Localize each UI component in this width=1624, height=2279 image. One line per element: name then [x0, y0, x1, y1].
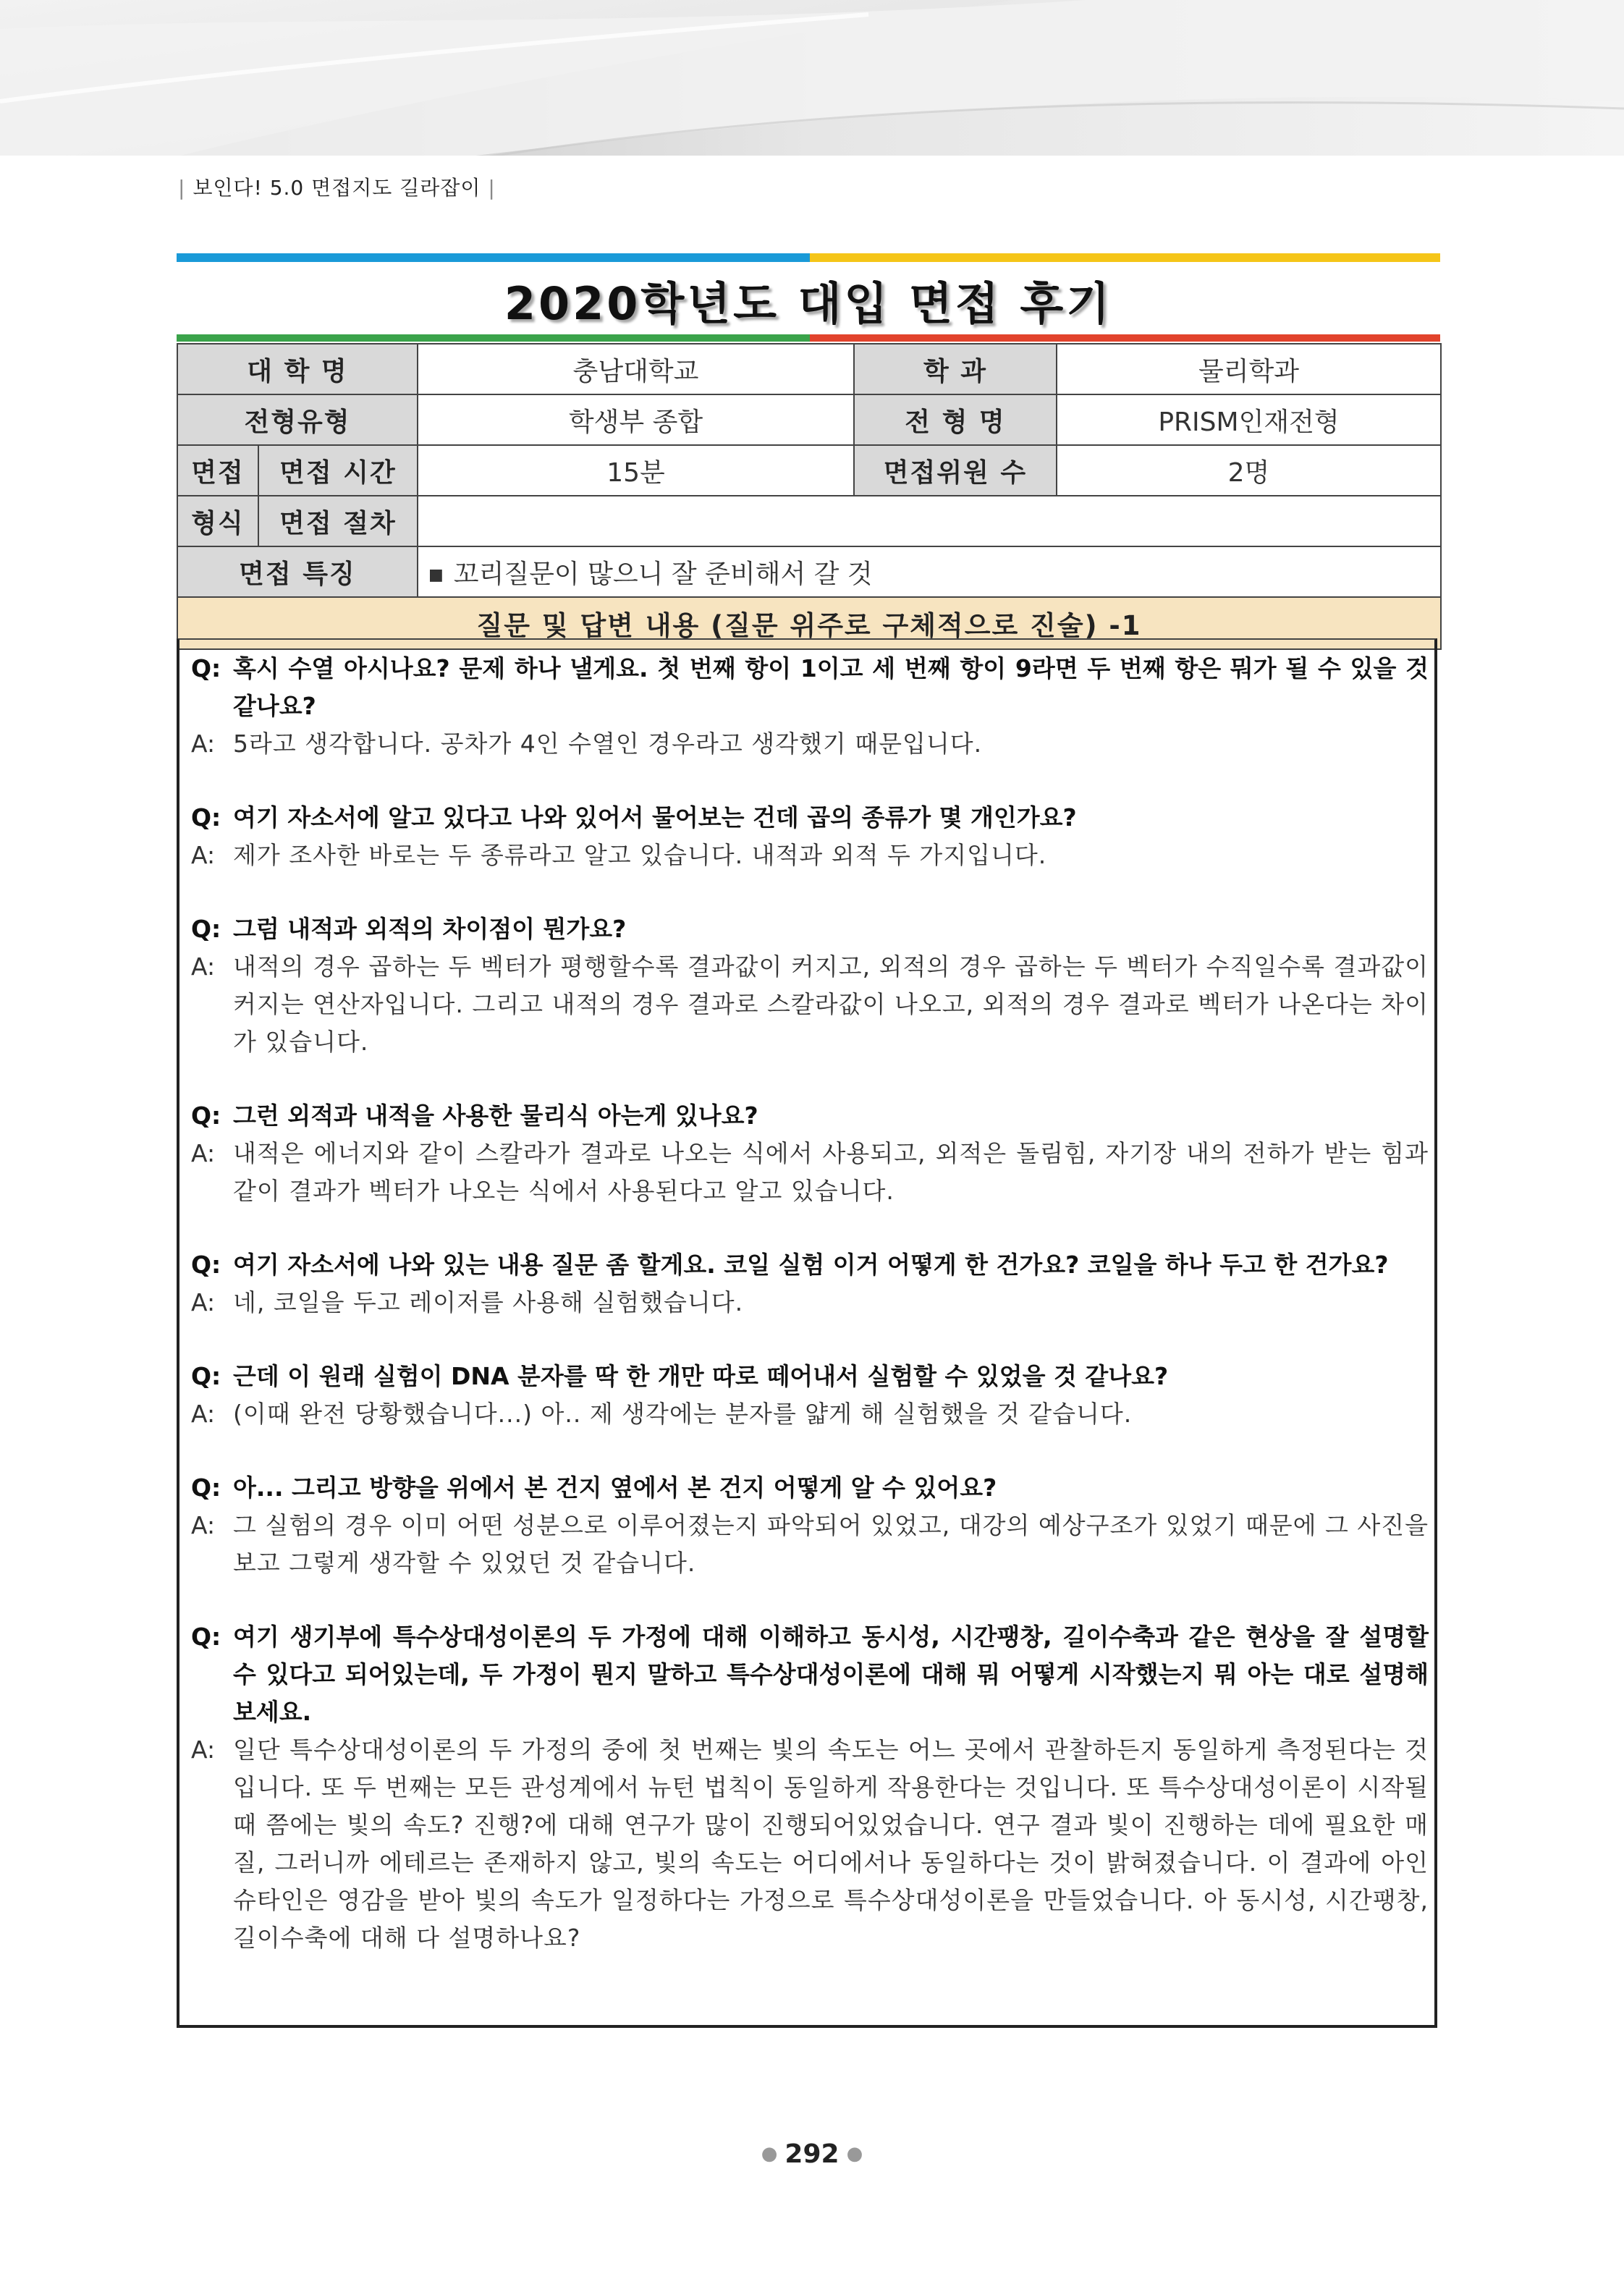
- question: [191, 1246, 1429, 1284]
- title-color-rule: [177, 334, 1440, 342]
- question: [191, 650, 1429, 725]
- procedure-label: 면접 절차: [258, 496, 418, 546]
- qa-item: [191, 1618, 1429, 1957]
- admission-type-value: 학생부 종합: [418, 394, 854, 445]
- admission-type-label: 전형유형: [177, 394, 418, 445]
- question-mark: Q:: [191, 1102, 221, 1130]
- table-row: [177, 496, 1441, 546]
- page-number-text: 292: [784, 2139, 840, 2169]
- feature-cell: [418, 546, 1441, 597]
- interviewers-value: 2명: [1057, 445, 1441, 496]
- question-mark: Q:: [191, 915, 221, 943]
- answer-text: 내적의 경우 곱하는 두 벡터가 평행할수록 결과값이 커지고, 외적의 경우 곱하는 두 벡터가 수직일수록 결과값이 커지는 연산자입니다. 그리고 내적의 경우 결과로 스칼라값이 나오고, 외적의 경우 결과로 벡터가 나온다는 차이가 있습니다.: [233, 952, 1429, 1056]
- rule-blue: [177, 253, 810, 262]
- answer: [191, 837, 1429, 874]
- answer-text: 5라고 생각합니다. 공차가 4인 수열인 경우라고 생각했기 때문입니다.: [233, 730, 983, 758]
- question: [191, 1358, 1429, 1395]
- question-mark: Q:: [191, 1473, 221, 1502]
- department-label: 학 과: [854, 344, 1057, 394]
- interview-info-table: [177, 343, 1442, 650]
- question-text: 여기 자소서에 알고 있다고 나와 있어서 물어보는 건데 곱의 종류가 몇 개인가요?: [233, 803, 1077, 832]
- qa-item: [191, 1358, 1429, 1433]
- page-number: [0, 2139, 1624, 2169]
- answer-text: 그 실험의 경우 이미 어떤 성분으로 이루어졌는지 파악되어 있었고, 대강의 예상구조가 있었기 때문에 그 사진을 보고 그렇게 생각할 수 있었던 것 같습니다.: [233, 1511, 1429, 1577]
- question-text: 여기 자소서에 나와 있는 내용 질문 좀 할게요. 코일 실험 이거 어떻게 한 건가요? 코일을 하나 두고 한 건가요?: [233, 1251, 1389, 1279]
- university-label: 대 학 명: [177, 344, 418, 394]
- dot-icon: ●: [846, 2143, 863, 2165]
- table-row: [177, 546, 1441, 597]
- answer-mark: A:: [191, 1511, 216, 1539]
- qa-item: [191, 799, 1429, 874]
- square-bullet-icon: ■: [428, 565, 444, 584]
- question-text: 그럼 내적과 외적의 차이점이 뭔가요?: [233, 915, 627, 943]
- question-text: 여기 생기부에 특수상대성이론의 두 가정에 대해 이해하고 동시성, 시간팽창, 길이수축과 같은 현상을 잘 설명할 수 있다고 되어있는데, 두 가정이 뭔지 말하고 특수상대성이론에 대해 뭐 어떻게 시작했는지 뭐 아는 대로 설명해 보세요.: [233, 1623, 1429, 1726]
- qa-item: [191, 1246, 1429, 1322]
- qa-item: [191, 910, 1429, 1061]
- time-label: 면접 시간: [258, 445, 418, 496]
- answer-text: 내적은 에너지와 같이 스칼라가 결과로 나오는 식에서 사용되고, 외적은 돌림힘, 자기장 내의 전하가 받는 힘과 같이 결과가 벡터가 나오는 식에서 사용된다고 알고 있습니다.: [233, 1139, 1429, 1205]
- feature-value: 꼬리질문이 많으니 잘 준비해서 갈 것: [453, 559, 873, 589]
- qa-item: [191, 1469, 1429, 1582]
- answer-mark: A:: [191, 730, 216, 758]
- question: [191, 799, 1429, 837]
- running-head-text: 보인다! 5.0 면접지도 길라잡이: [193, 176, 481, 200]
- question-mark: Q:: [191, 803, 221, 832]
- answer-text: 제가 조사한 바로는 두 종류라고 알고 있습니다. 내적과 외적 두 가지입니다.: [233, 841, 1047, 869]
- section-title: 질문 및 답변 내용 (질문 위주로 구체적으로 진술) -1: [177, 597, 1441, 649]
- answer-mark: A:: [191, 952, 216, 981]
- dot-icon: ●: [761, 2143, 778, 2165]
- qa-item: [191, 650, 1429, 763]
- question-text: 혹시 수열 아시나요? 문제 하나 낼게요. 첫 번째 항이 1이고 세 번째 항이 9라면 두 번째 항은 뭐가 될 수 있을 것 같나요?: [233, 654, 1429, 720]
- question-text: 아... 그리고 방향을 위에서 본 건지 옆에서 본 건지 어떻게 알 수 있어요?: [233, 1473, 997, 1502]
- question-mark: Q:: [191, 1362, 221, 1390]
- question: [191, 1097, 1429, 1135]
- question-mark: Q:: [191, 1623, 221, 1651]
- interviewers-label: 면접위원 수: [854, 445, 1057, 496]
- table-row: [177, 445, 1441, 496]
- question: [191, 910, 1429, 948]
- admission-name-label: 전 형 명: [854, 394, 1057, 445]
- answer-text: (이때 완전 당황했습니다...) 아.. 제 생각에는 분자를 얇게 해 실험했을 것 같습니다.: [233, 1400, 1133, 1428]
- separator: |: [488, 176, 496, 200]
- answer-mark: A:: [191, 1288, 216, 1316]
- department-value: 물리학과: [1057, 344, 1441, 394]
- procedure-value: [418, 496, 1441, 546]
- question-mark: Q:: [191, 1251, 221, 1279]
- answer: [191, 725, 1429, 763]
- format-label: 면접: [177, 445, 258, 496]
- table-row: [177, 394, 1441, 445]
- question: [191, 1618, 1429, 1731]
- answer: [191, 1135, 1429, 1210]
- answer: [191, 1284, 1429, 1322]
- answer-mark: A:: [191, 841, 216, 869]
- answer-mark: A:: [191, 1400, 216, 1428]
- page-title: 2020학년도 대입 면접 후기: [504, 277, 1113, 330]
- answer: [191, 1395, 1429, 1433]
- answer-mark: A:: [191, 1139, 216, 1167]
- format-label: 형식: [177, 496, 258, 546]
- question-text: 근데 이 원래 실험이 DNA 분자를 딱 한 개만 따로 떼어내서 실험할 수 있었을 것 같나요?: [233, 1362, 1169, 1390]
- time-value: 15분: [418, 445, 854, 496]
- rule-green: [177, 334, 810, 342]
- answer-text: 일단 특수상대성이론의 두 가정의 중에 첫 번째는 빛의 속도는 어느 곳에서 관찰하든지 동일하게 측정된다는 것입니다. 또 두 번째는 모든 관성계에서 뉴턴 법칙이 동일하게 작용한다는 것입니다. 또 특수상대성이론이 시작될 때 쯤에는 빛의 속도? 진행?에 대해 연구가 많이 진행되어있었습니다. 연구 결과 빛이 진행하는 데에 필요한 매질, 그러니까 에테르는 존재하지 않고, 빛의 속도는 어디에서나 동일하다는 것이 밝혀졌습니다. 이 결과에 아인슈타인은 영감을 받아 빛의 속도가 일정하다는 가정으로 특수상대성이론을 만들었습니다. 아 동시성, 시간팽창, 길이수축에 대해 다 설명하나요?: [233, 1735, 1429, 1952]
- answer: [191, 948, 1429, 1061]
- rule-red: [810, 334, 1440, 342]
- feature-label: 면접 특징: [177, 546, 418, 597]
- question-text: 그런 외적과 내적을 사용한 물리식 아는게 있나요?: [233, 1102, 758, 1130]
- qa-item: [191, 1097, 1429, 1210]
- table-row: [177, 344, 1441, 394]
- answer: [191, 1731, 1429, 1957]
- question-mark: Q:: [191, 654, 221, 682]
- answer: [191, 1507, 1429, 1582]
- answer-text: 네, 코일을 두고 레이저를 사용해 실험했습니다.: [233, 1288, 744, 1316]
- question: [191, 1469, 1429, 1507]
- answer-mark: A:: [191, 1735, 216, 1764]
- qa-list: [191, 650, 1429, 1993]
- separator: |: [178, 176, 186, 200]
- rule-yellow: [810, 253, 1440, 262]
- admission-name-value: PRISM인재전형: [1057, 394, 1441, 445]
- top-color-rule: [177, 253, 1440, 262]
- university-value: 충남대학교: [418, 344, 854, 394]
- running-head: [171, 172, 503, 201]
